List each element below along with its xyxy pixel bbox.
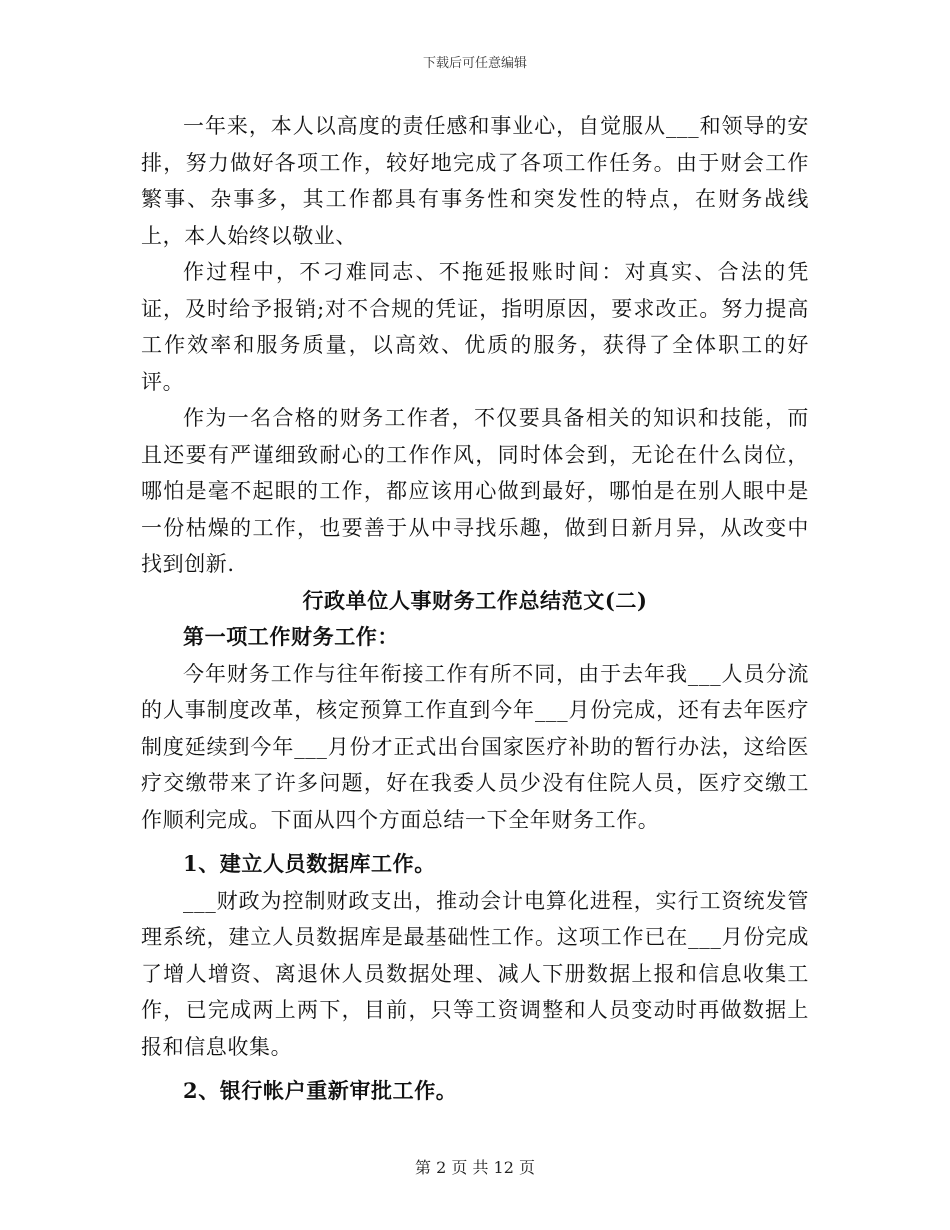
paragraph-3: 作为一名合格的财务工作者，不仅要具备相关的知识和技能，而且还要有严谨细致耐心的工作作风，同时体会到，无论在什么岗位，哪怕是毫不起眼的工作，都应该用心做到最好，哪怕是在别人眼中是一份枯燥的工作，也要善于从中寻找乐趣，做到日新月异，从改变中找到创新. [141, 406, 809, 576]
spacer [141, 1065, 809, 1073]
document-body [141, 108, 809, 1110]
heading-finance-work: 第一项工作财务工作： [183, 624, 399, 649]
section-title: 行政单位人事财务工作总结范文(二) [302, 587, 648, 613]
paragraph-1: 一年来，本人以高度的责任感和事业心，自觉服从___和领导的安排，努力做好各项工作，较好地完成了各项工作任务。由于财会工作繁事、杂事多，其工作都具有事务性和突发性的特点，在财务战线上，本人始终以敬业、 [141, 114, 809, 248]
paragraph-5: ___财政为控制财政支出，推动会计电算化进程，实行工资统发管理系统，建立人员数据库是最基础性工作。这项工作已在___月份完成了增人增资、离退休人员数据处理、减人下册数据上报和信息收集工作，已完成两上两下，目前，只等工资调整和人员变动时再做数据上报和信息收集。 [141, 888, 809, 1059]
spacer [141, 838, 809, 846]
paragraph-2: 作过程中，不刁难同志、不拖延报账时间：对真实、合法的凭证，及时给予报销;对不合规的凭证，指明原因，要求改正。努力提高工作效率和服务质量，以高效、优质的服务，获得了全体职工的好评。 [141, 260, 809, 394]
page-number: 第 2 页 共 12 页 [415, 1158, 535, 1177]
page-header-note: 下载后可任意编辑 [422, 56, 527, 71]
heading-bank-account: 2、银行帐户重新审批工作。 [183, 1078, 458, 1103]
heading-personnel-database: 1、建立人员数据库工作。 [183, 851, 436, 876]
paragraph-4: 今年财务工作与往年衔接工作有所不同，由于去年我___人员分流的人事制度改革，核定预算工作直到今年___月份完成，还有去年医疗制度延续到今年___月份才正式出台国家医疗补助的暂行办法，这给医疗交缴带来了许多问题，好在我委人员少没有住院人员，医疗交缴工作顺利完成。下面从四个方面总结一下全年财务工作。 [141, 661, 809, 832]
